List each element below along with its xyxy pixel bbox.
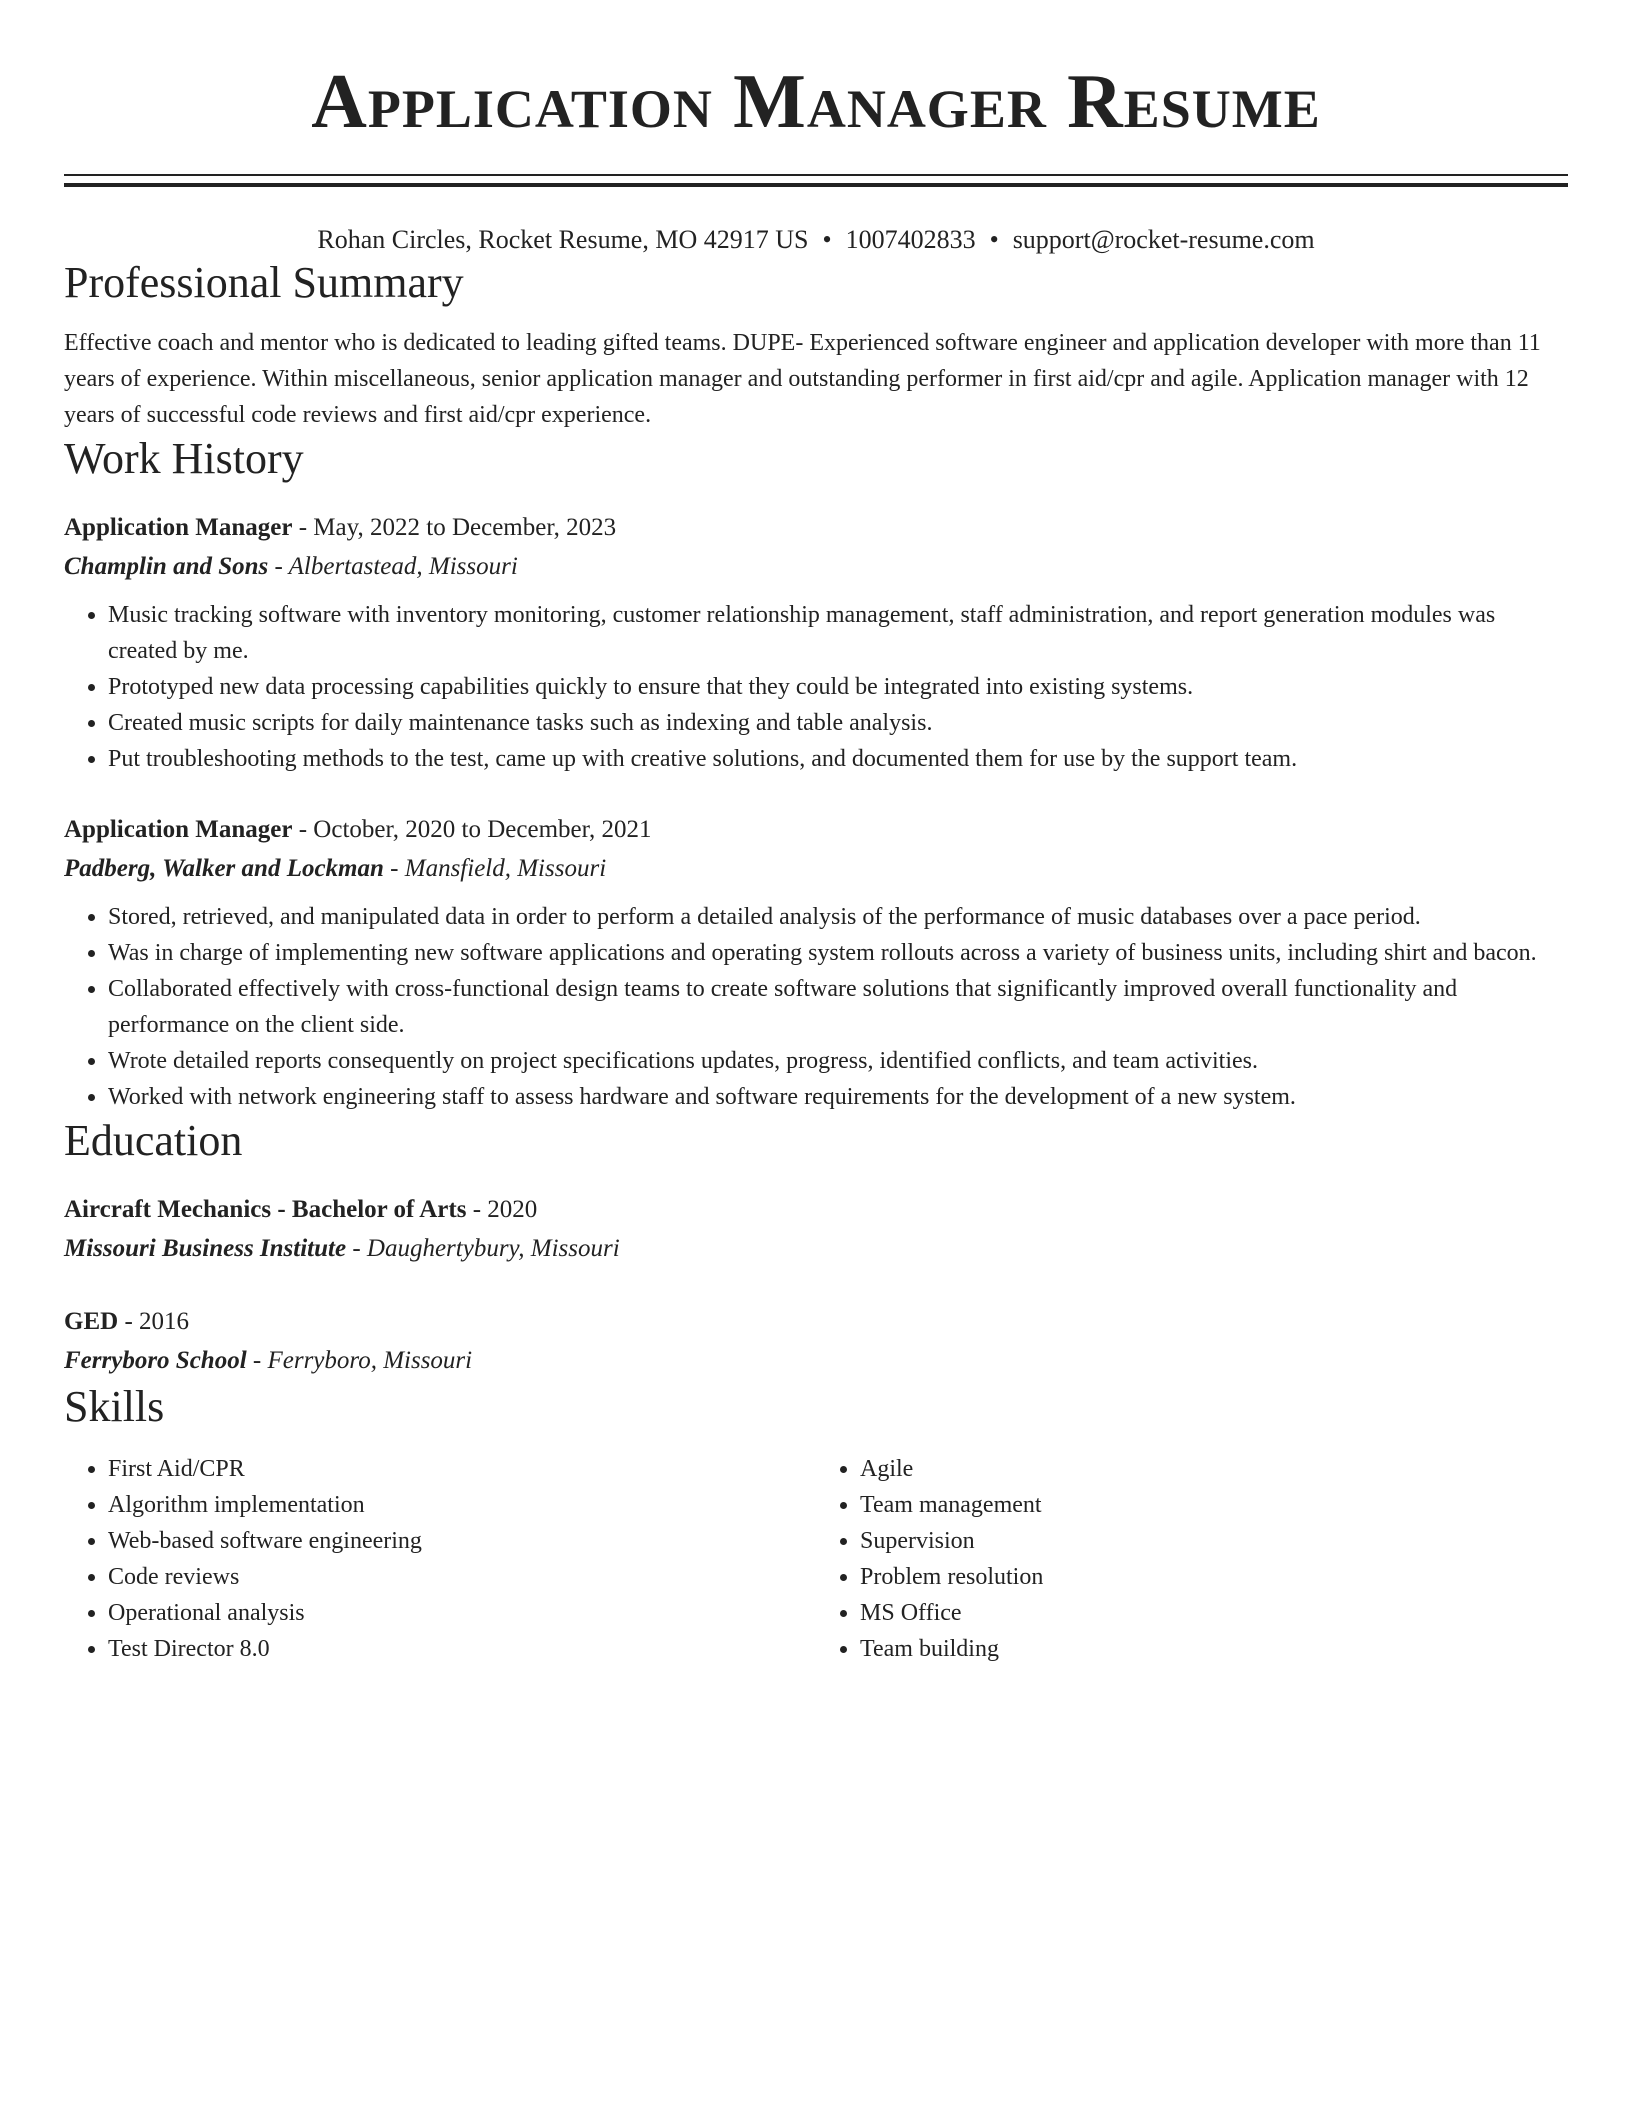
education-year: - 2016	[118, 1308, 190, 1335]
skills-heading: Skills	[64, 1382, 165, 1431]
education-school-line	[64, 1229, 1568, 1269]
job-duties	[64, 899, 1568, 1115]
job-location: - Mansfield, Missouri	[383, 855, 607, 882]
education-degree: GED	[64, 1308, 119, 1335]
contact-phone: 1007402833	[845, 225, 976, 254]
job-entry	[64, 509, 1568, 777]
skill-item: • Test Director 8.0	[108, 1631, 816, 1667]
job-title: Application Manager	[64, 514, 293, 541]
job-employer	[64, 547, 1568, 587]
job-dates: - October, 2020 to December, 2021	[292, 816, 652, 843]
skills-list-right	[816, 1451, 1568, 1667]
education-header	[64, 1303, 1568, 1341]
title-rule-thin	[64, 174, 1568, 176]
job-entry	[64, 811, 1568, 1115]
contact-separator: •	[989, 225, 999, 254]
skill-item: • Operational analysis	[108, 1595, 816, 1631]
skill-item: • Problem resolution	[860, 1559, 1568, 1595]
skill-item: • Agile	[860, 1451, 1568, 1487]
job-duty: • Wrote detailed reports consequently on project specifications updates, progress, identified conflicts, and team activities.	[108, 1043, 1568, 1079]
education-school-line	[64, 1341, 1568, 1381]
skill-item: • Algorithm implementation	[108, 1487, 816, 1523]
skill-item: • Supervision	[860, 1523, 1568, 1559]
job-dates: - May, 2022 to December, 2023	[292, 514, 617, 541]
education-degree: Aircraft Mechanics - Bachelor of Arts	[64, 1196, 467, 1223]
contact-address: Rohan Circles, Rocket Resume, MO 42917 US	[317, 225, 809, 254]
job-duty: • Worked with network engineering staff to assess hardware and software requirements for the development of a new system.	[108, 1079, 1568, 1115]
job-header	[64, 509, 1568, 547]
summary-text: Effective coach and mentor who is dedicated to leading gifted teams. DUPE- Experienced software engineer and application developer with more than 11 years of experience. Within miscellaneous, senior application manager and outstanding performer in first aid/cpr and agile. Application manager with 12 years of successful code reviews and first aid/cpr experience.	[64, 330, 1541, 428]
skill-item: • MS Office	[860, 1595, 1568, 1631]
job-duty: • Created music scripts for daily maintenance tasks such as indexing and table analysis.	[108, 705, 1568, 741]
job-company: Champlin and Sons	[64, 553, 269, 580]
job-duties	[64, 597, 1568, 777]
skills-columns	[64, 1451, 1568, 1667]
job-location: - Albertastead, Missouri	[268, 553, 518, 580]
job-duty: • Stored, retrieved, and manipulated data in order to perform a detailed analysis of the performance of music databases over a pace period.	[108, 899, 1568, 935]
education-year: - 2020	[466, 1196, 538, 1223]
summary-heading: Professional Summary	[64, 258, 464, 307]
job-duty: • Music tracking software with inventory monitoring, customer relationship management, staff administration, and report generation modules was created by me.	[108, 597, 1568, 669]
job-employer	[64, 849, 1568, 889]
education-entry	[64, 1191, 1568, 1269]
education-location: - Daughertybury, Missouri	[346, 1235, 620, 1262]
job-header	[64, 811, 1568, 849]
skill-item: • Team management	[860, 1487, 1568, 1523]
skill-item: • First Aid/CPR	[108, 1451, 816, 1487]
title-rule-thick	[64, 183, 1568, 187]
work-history-heading: Work History	[64, 434, 304, 483]
education-school: Missouri Business Institute	[64, 1235, 347, 1262]
skill-item: • Web-based software engineering	[108, 1523, 816, 1559]
contact-email: support@rocket-resume.com	[1012, 225, 1315, 254]
job-duty: • Prototyped new data processing capabilities quickly to ensure that they could be integrated into existing systems.	[108, 669, 1568, 705]
education-header	[64, 1191, 1568, 1229]
job-company: Padberg, Walker and Lockman	[64, 855, 384, 882]
skill-item: • Team building	[860, 1631, 1568, 1667]
job-duty: • Collaborated effectively with cross-functional design teams to create software solutions that significantly improved overall functionality and performance on the client side.	[108, 971, 1568, 1043]
resume-title: Application Manager Resume	[311, 58, 1321, 144]
skill-item: • Code reviews	[108, 1559, 816, 1595]
job-title: Application Manager	[64, 816, 293, 843]
job-duty: • Put troubleshooting methods to the test, came up with creative solutions, and documented them for use by the support team.	[108, 741, 1568, 777]
contact-separator: •	[822, 225, 832, 254]
job-duty: • Was in charge of implementing new software applications and operating system rollouts across a variety of business units, including shirt and bacon.	[108, 935, 1568, 971]
contact-line	[64, 223, 1568, 257]
education-school: Ferryboro School	[64, 1347, 247, 1374]
education-location: - Ferryboro, Missouri	[246, 1347, 473, 1374]
skills-list-left	[64, 1451, 816, 1667]
education-entry	[64, 1303, 1568, 1381]
education-heading: Education	[64, 1116, 243, 1165]
